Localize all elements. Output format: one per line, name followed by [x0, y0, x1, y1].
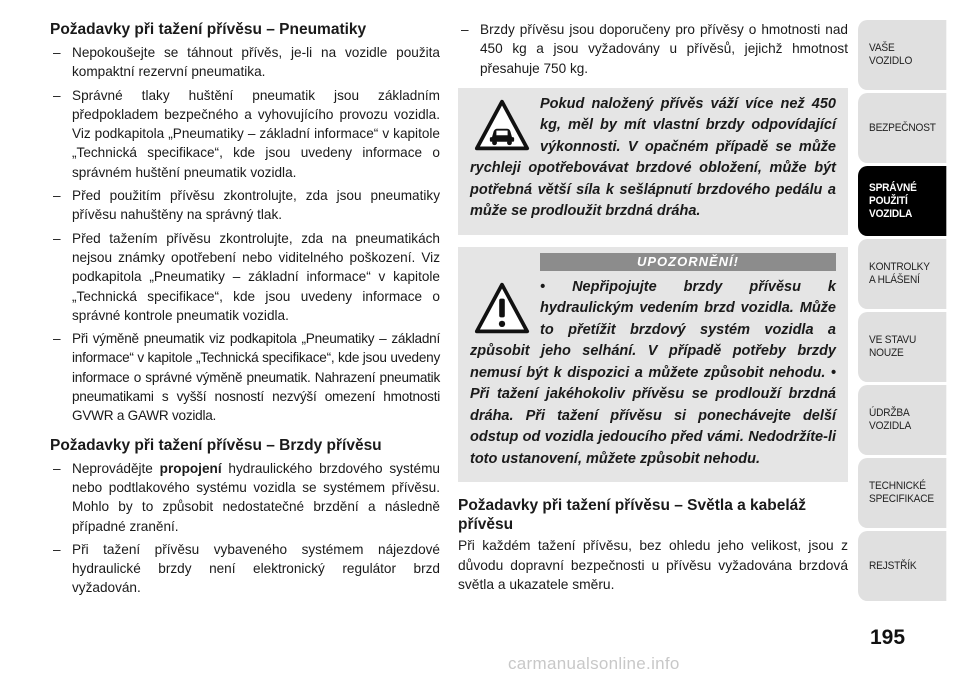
list-item: – Před tažením přívěsu zkontrolujte, zda na pneumatikách nejsou známky opotřebení nebo viditelného poškození. Viz podkapitola „Pneumatiky – základní informace“ v kapitole „Technická specifikace“, kde jsou uvedeny informace o správné kontrole pneumatik vozidla.: [50, 229, 440, 325]
lights-heading: Požadavky při tažení přívěsu – Světla a kabeláž přívěsu: [458, 497, 807, 534]
tab-maintenance[interactable]: [858, 385, 946, 455]
brakes-item1-bold: propojení: [159, 460, 222, 476]
warning-box: [458, 88, 848, 235]
list-item: – Před použitím přívěsu zkontrolujte, zda jsou pneumatiky přívěsu nahuštěny na správný tlak.: [50, 186, 440, 225]
brakes-heading: Požadavky při tažení přívěsu – Brzdy přívěsu: [50, 436, 382, 454]
tab-label: REJSTŘÍK: [869, 559, 917, 572]
caution-box: [458, 247, 848, 483]
tab-indicators[interactable]: [858, 239, 946, 309]
lights-section: [458, 496, 848, 594]
brakes-item1-pre: Neprovádějte: [72, 460, 160, 476]
tab-label: ÚDRŽBA VOZIDLA: [869, 407, 912, 432]
page-number: 195: [870, 626, 906, 649]
right-column: [458, 20, 848, 594]
caution-exclamation-icon: [472, 279, 532, 337]
tab-label: SPRÁVNÉ POUŽITÍ VOZIDLA: [869, 181, 917, 220]
warning-text: Pokud naložený přívěs váží více než 450 kg, měl by mít vlastní brzdy odpovídající výkonnosti. V opačném případě se může rychleji opotřebovávat brzdové obložení, může být potřebná větší síla k sešlápnutí brzdového pedálu a může se prodloužit brzdná dráha.: [470, 95, 836, 220]
tab-your-vehicle[interactable]: [858, 20, 946, 90]
tab-label: TECHNICKÉ SPECIFIKACE: [869, 480, 934, 505]
lights-text: Při každém tažení přívěsu, bez ohledu jeho velikost, jsou z důvodu dopravní bezpečnosti u přívěsu vyžadována brzdová světla a ukazatele směru.: [458, 538, 848, 592]
tires-heading: Požadavky při tažení přívěsu – Pneumatiky: [50, 21, 367, 38]
list-item: – Při výměně pneumatik viz podkapitola „Pneumatiky – základní informace“ v kapitole „Technická specifikace“, kde jsou uvedeny informace o správné výměně pneumatik. Nahrazení pneumatik pneumatikami s vyšší nosností nezvýší omezení hmotnosti GVWR a GAWR vozidla.: [50, 329, 440, 425]
tab-specifications[interactable]: [858, 458, 946, 528]
brakes-list-continued: [458, 20, 848, 78]
left-column: [50, 20, 440, 602]
list-item: – Nepokoušejte se táhnout přívěs, je-li na vozidle použita kompaktní rezervní pneumatika.: [50, 43, 440, 82]
list-item: – Správné tlaky huštění pneumatik jsou základním předpokladem bezpečného a vyhovujícího provozu vozidla. Viz podkapitola „Pneumatiky – základní informace“ v kapitole „Technická specifikace“, kde jsou uvedeny informace o správném huštění pneumatik vozidla.: [50, 86, 440, 182]
tab-index[interactable]: [858, 531, 946, 601]
list-item: [50, 459, 440, 536]
tab-proper-use[interactable]: [858, 166, 946, 236]
brakes-item1-post: hydraulického brzdového systému nebo podtlakového systému vozidla se systémem přívěsu. Mohlo by to způsobit nedostatečné brzdění a následně případné zranění.: [72, 460, 440, 534]
brakes-list: [50, 459, 440, 598]
watermark: carmanualsonline.info: [508, 654, 680, 673]
tab-label: VE STAVU NOUZE: [869, 334, 917, 359]
tires-list: [50, 43, 440, 426]
tab-label: BEZPEČNOST: [869, 121, 936, 134]
list-item: – Brzdy přívěsu jsou doporučeny pro přívěsy o hmotnosti nad 450 kg a jsou vyžadovány u přívěsů, jejichž hmotnost přesahuje 750 kg.: [458, 20, 848, 78]
tab-label: VAŠE VOZIDLO: [869, 42, 913, 67]
chapter-sidebar: [858, 20, 954, 604]
caution-text: • Nepřipojujte brzdy přívěsu k hydraulickým vedením brzd vozidla. Může to přetížit brzdový systém vozidla a způsobit jeho selhání. V případě potřeby brzdy nemusí být k dispozici a můžete způsobit nehodu. • Při tažení jakéhokoliv přívěsu se prodlouží brzdná dráha. Při tažení přívěsu si ponechávejte delší odstup od vozidla jedoucího před vámi. Nedodržíte-li toto ustanovení, můžete způsobit nehodu.: [470, 278, 836, 467]
caution-header: UPOZORNĚNÍ!: [540, 253, 836, 271]
tab-safety[interactable]: [858, 93, 946, 163]
tab-emergency[interactable]: [858, 312, 946, 382]
tab-label: KONTROLKY A HLÁŠENÍ: [869, 261, 930, 286]
list-item: – Při tažení přívěsu vybaveného systémem nájezdové hydraulické brzdy není elektronický regulátor brzd vyžadován.: [50, 540, 440, 598]
warning-car-icon: [472, 96, 532, 154]
